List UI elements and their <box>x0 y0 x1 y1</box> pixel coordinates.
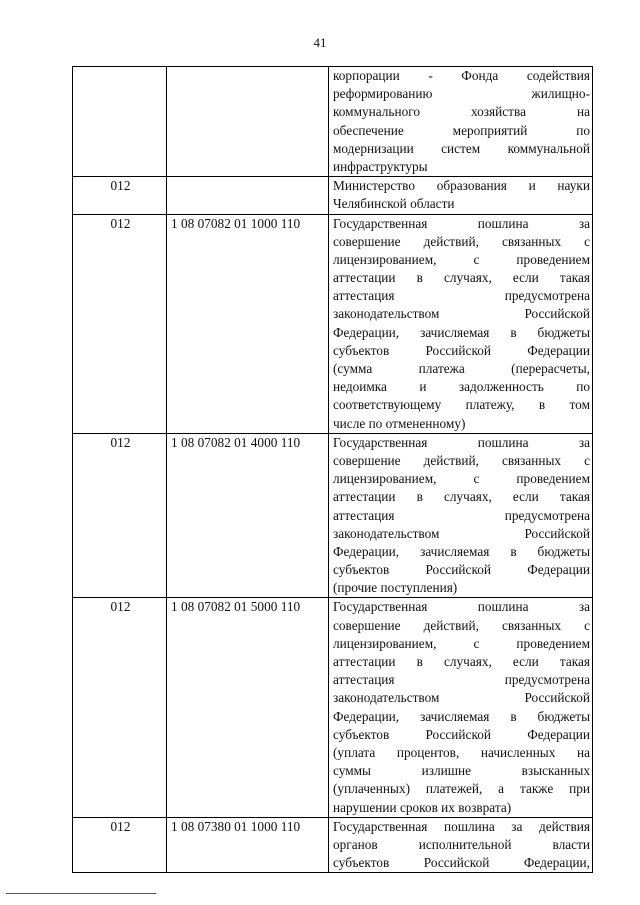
name-line: нарушении сроков их возврата) <box>333 799 512 815</box>
name-line: органов исполнительной власти <box>333 836 590 852</box>
name-line: законодательством Российской <box>333 306 590 322</box>
admin-code-cell: 012 <box>73 817 167 873</box>
revenue-name-cell <box>329 177 593 214</box>
name-line: числе по отмененному) <box>333 415 466 431</box>
admin-code-cell: 012 <box>73 177 167 214</box>
name-line: лицензированием, с проведением <box>333 471 590 487</box>
budget-classification-table <box>72 66 593 873</box>
name-line: лицензированием, с проведением <box>333 635 590 651</box>
name-line: законодательством Российской <box>333 525 590 541</box>
revenue-code-cell: 1 08 07082 01 5000 110 <box>167 598 329 817</box>
name-line: лицензированием, с проведением <box>333 251 590 267</box>
table-row <box>73 433 593 598</box>
name-line: Государственная пошлина за <box>333 599 590 615</box>
revenue-code-cell <box>167 177 329 214</box>
revenue-name-cell <box>329 598 593 817</box>
admin-code-cell: 012 <box>73 433 167 598</box>
name-line: субъектов Российской Федерации, <box>333 855 590 871</box>
table-row <box>73 67 593 177</box>
name-line: субъектов Российской Федерации <box>333 726 590 742</box>
name-line: аттестации в случаях, если такая <box>333 489 590 505</box>
name-line: соответствующему платежу, в том <box>333 397 590 413</box>
page-number: 41 <box>313 35 327 50</box>
table-row <box>73 177 593 214</box>
revenue-code-cell: 1 08 07380 01 1000 110 <box>167 817 329 873</box>
name-line: субъектов Российской Федерации <box>333 562 590 578</box>
table-row <box>73 214 593 433</box>
name-line: обеспечение мероприятий по <box>333 122 590 138</box>
name-line: совершение действий, связанных с <box>333 452 590 468</box>
name-line: аттестации в случаях, если такая <box>333 654 590 669</box>
admin-code-cell <box>73 67 167 177</box>
name-line: (сумма платежа (перерасчеты, <box>333 361 590 376</box>
name-line: аттестация предусмотрена <box>333 507 590 523</box>
name-line: Федерации, зачисляемая в бюджеты <box>333 543 590 559</box>
revenue-code-cell <box>167 67 329 177</box>
name-line: (уплаченных) платежей, а также при <box>333 781 590 797</box>
name-line: совершение действий, связанных с <box>333 233 590 249</box>
name-line: совершение действий, связанных с <box>333 617 590 633</box>
table-row <box>73 817 593 873</box>
revenue-code-cell: 1 08 07082 01 1000 110 <box>167 214 329 433</box>
name-line: Министерство образования и науки <box>333 178 590 194</box>
table-row <box>73 598 593 817</box>
revenue-code-cell: 1 08 07082 01 4000 110 <box>167 433 329 598</box>
admin-code-cell: 012 <box>73 214 167 433</box>
admin-code-cell: 012 <box>73 598 167 817</box>
name-line: реформированию жилищно- <box>333 86 590 102</box>
name-line: законодательством Российской <box>333 690 590 706</box>
revenue-name-cell <box>329 214 593 433</box>
name-line: Федерации, зачисляемая в бюджеты <box>333 708 590 724</box>
name-line: коммунального хозяйства на <box>333 104 590 120</box>
name-line: субъектов Российской Федерации <box>333 342 590 358</box>
name-line: суммы излишне взысканных <box>333 763 590 779</box>
name-line: корпорации - Фонда содействия <box>333 68 590 83</box>
name-line: Федерации, зачисляемая в бюджеты <box>333 324 590 340</box>
name-line: Государственная пошлина за действия <box>333 818 590 834</box>
name-line: (прочие поступления) <box>333 580 458 596</box>
name-line: Челябинской области <box>333 196 455 212</box>
name-line: (уплата процентов, начисленных на <box>333 744 590 760</box>
name-line: Государственная пошлина за <box>333 434 590 450</box>
name-line: аттестации в случаях, если такая <box>333 270 590 286</box>
name-line: Государственная пошлина за <box>333 215 590 231</box>
footer-rule <box>6 893 156 894</box>
name-line: модернизации систем коммунальной <box>333 140 590 156</box>
name-line: недоимка и задолженность по <box>333 379 590 395</box>
revenue-name-cell <box>329 67 593 177</box>
revenue-name-cell <box>329 817 593 873</box>
name-line: аттестация предусмотрена <box>333 672 590 688</box>
name-line: инфраструктуры <box>333 158 428 174</box>
name-line: аттестация предусмотрена <box>333 288 590 304</box>
revenue-name-cell <box>329 433 593 598</box>
